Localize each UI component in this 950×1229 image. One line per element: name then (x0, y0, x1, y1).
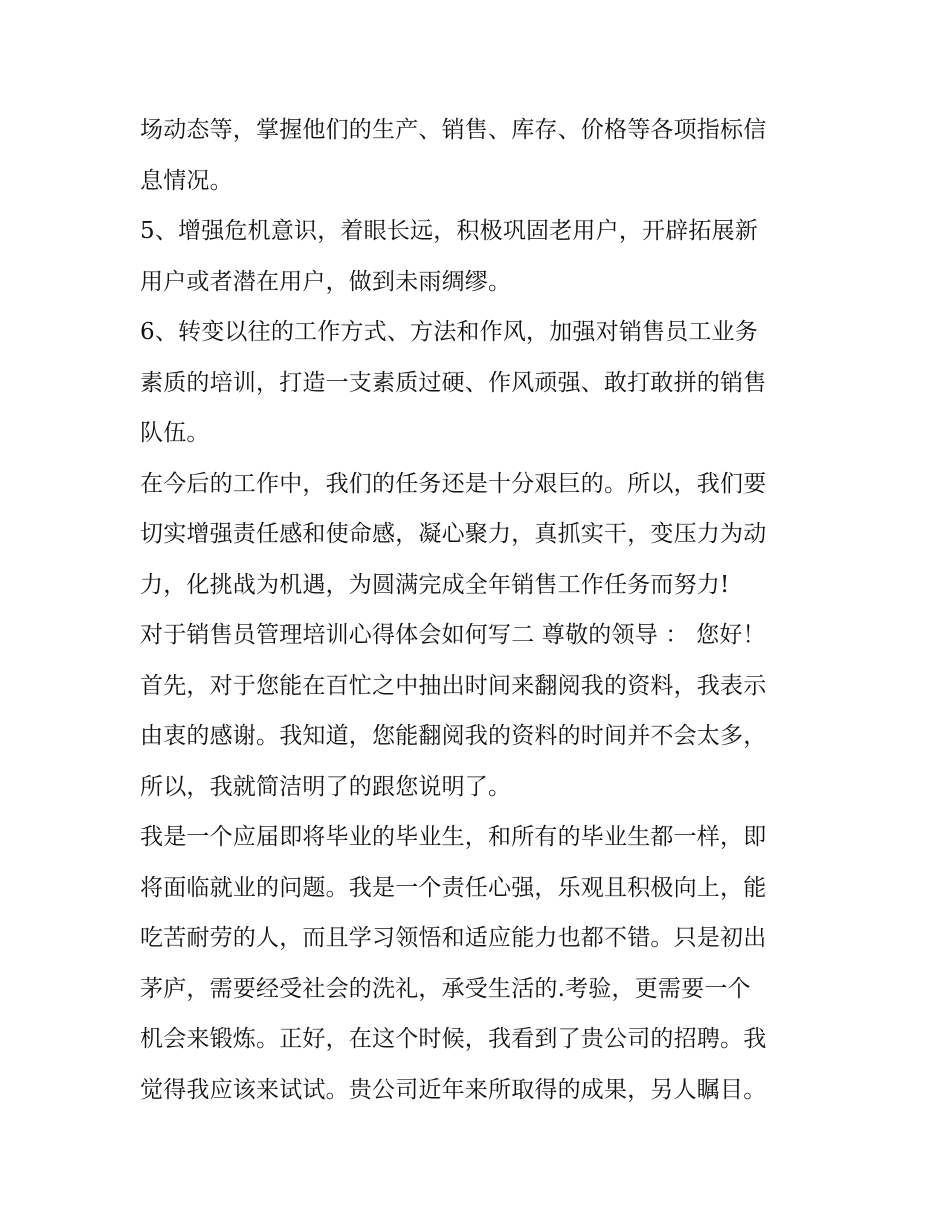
text-line: 场动态等，掌握他们的生产、销售、库存、价格等各项指标信 (140, 117, 767, 143)
text-line: 6、转变以往的工作方式、方法和作风，加强对销售员工业务 (140, 319, 759, 345)
text-line: 首先，对于您能在百忙之中抽出时间来翻阅我的资料，我表示 (140, 672, 767, 699)
body-text (140, 105, 820, 1115)
text-line: 由衷的感谢。我知道，您能翻阅我的资料的时间并不会太多， (140, 723, 767, 749)
text-line: 队伍。 (140, 420, 210, 446)
text-line: 吃苦耐劳的人，而且学习领悟和适应能力也都不错。只是初出 (140, 925, 767, 951)
text-line: 觉得我应该来试试。贵公司近年来所取得的成果，另人瞩目。 (140, 1076, 767, 1103)
text-line: 5、增强危机意识，着眼长远，积极巩固老用户，开辟拓展新 (140, 218, 759, 244)
text-line: 息情况。 (140, 167, 233, 194)
text-line: 将面临就业的问题。我是一个责任心强，乐观且积极向上，能 (140, 874, 767, 901)
text-line: 素质的培训，打造一支素质过硬、作风顽强、敢打敢拼的销售 (140, 369, 767, 396)
text-line: 在今后的工作中，我们的任务还是十分艰巨的。所以，我们要 (140, 470, 767, 497)
text-line: 对于销售员管理培训心得体会如何写二 尊敬的领导 ： 您好！ (140, 622, 766, 648)
text-line: 所以，我就简洁明了的跟您说明了。 (140, 773, 512, 800)
text-line: 我是一个应届即将毕业的毕业生，和所有的毕业生都一样，即 (140, 824, 767, 850)
text-line: 力，化挑战为机遇，为圆满完成全年销售工作任务而努力! (140, 571, 730, 598)
text-line: 切实增强责任感和使命感，凝心聚力，真抓实干，变压力为动 (140, 521, 767, 547)
text-line: 机会来锻炼。正好，在这个时候，我看到了贵公司的招聘。我 (140, 1026, 767, 1052)
text-line: 茅庐，需要经受社会的洗礼，承受生活的.考验，更需要一个 (140, 975, 751, 1002)
text-line: 用户或者潜在用户，做到未雨绸缪。 (140, 268, 512, 295)
